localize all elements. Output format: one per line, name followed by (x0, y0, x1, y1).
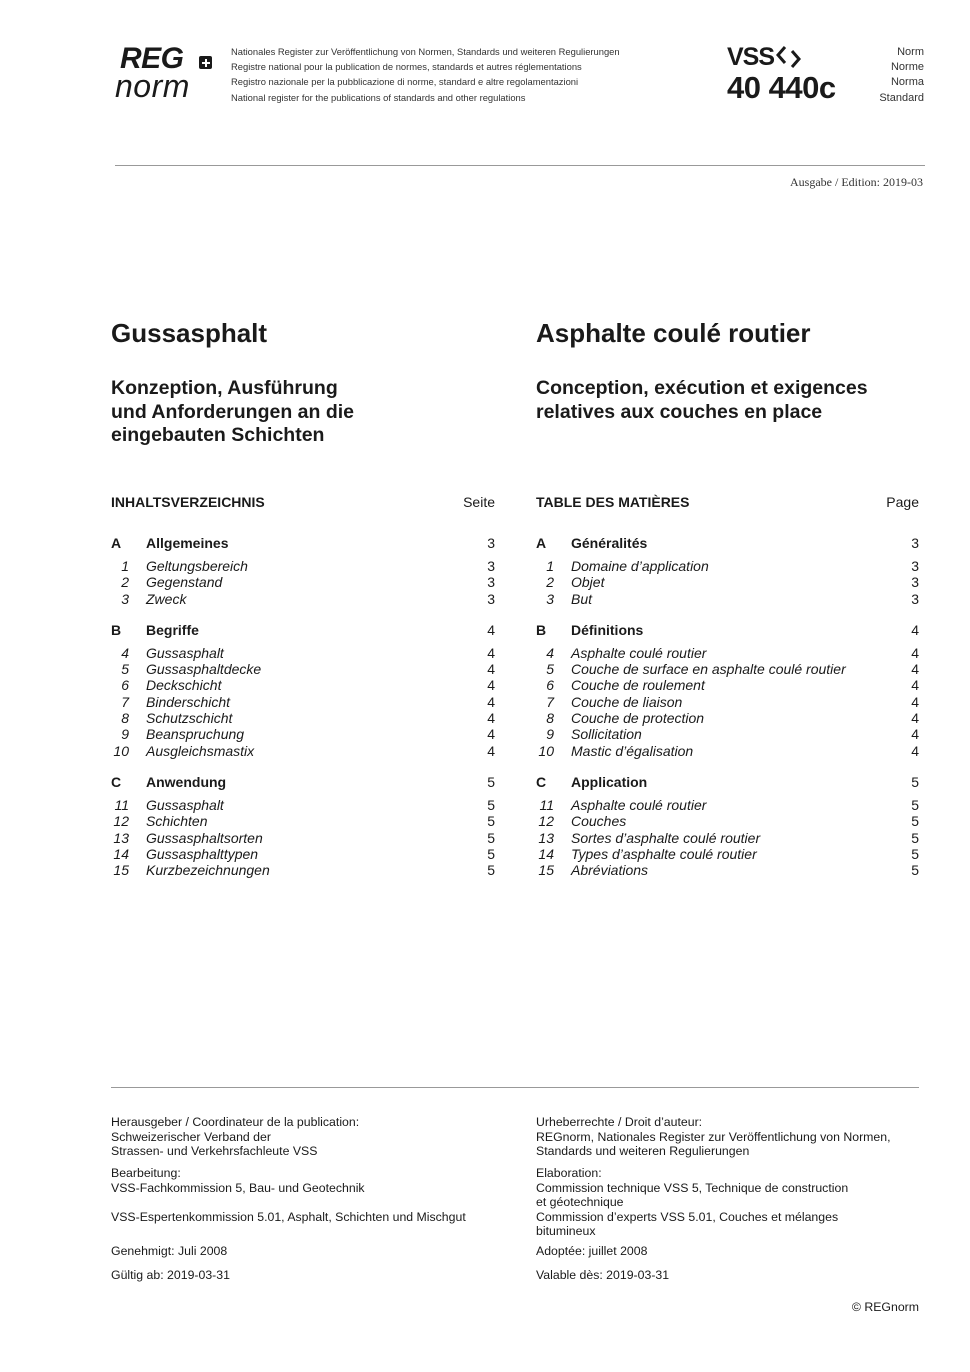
toc-section-row[interactable] (111, 534, 495, 552)
toc-item[interactable] (111, 661, 495, 677)
toc-item-page: 4 (487, 661, 495, 678)
valid-from-date: Gültig ab: 2019-03-31 (111, 1268, 230, 1282)
toc-item-name: But (571, 590, 593, 607)
logo-norm-text: norm (115, 68, 190, 104)
vss-logo-text: VSS (727, 43, 775, 71)
toc-section-letter: C (111, 773, 122, 790)
toc-item-name: Binderschicht (146, 693, 231, 710)
toc-item-name: Gussasphalt (146, 796, 224, 813)
toc-item-name: Geltungsbereich (146, 558, 248, 574)
toc-section-letter: A (111, 535, 122, 551)
elaboration-line: Commission d’experts VSS 5.01, Couches et mélanges (536, 1209, 839, 1224)
toc-item-list (536, 645, 919, 759)
toc-page-label: Page (886, 494, 919, 510)
toc-item-page: 4 (911, 710, 919, 727)
toc-item[interactable] (111, 797, 495, 813)
toc-item-name: Schutzschicht (146, 710, 233, 727)
register-line-en: National register for the publications of standards and other regulations (231, 91, 526, 103)
subtitle-fr (536, 377, 868, 424)
toc-item-page: 5 (487, 813, 495, 830)
toc-item-name: Gegenstand (146, 574, 223, 591)
toc-item-page: 4 (911, 677, 919, 694)
toc-section-name: Définitions (571, 621, 644, 638)
toc-section-page: 4 (911, 621, 919, 638)
toc-item[interactable] (536, 591, 919, 607)
toc-heading-row (536, 493, 919, 511)
toc-section-page: 3 (911, 535, 919, 551)
document-type-list (879, 45, 924, 106)
toc-item[interactable] (111, 862, 495, 878)
header-divider (115, 165, 925, 166)
toc-item[interactable] (536, 743, 919, 759)
title-de: Gussasphalt (111, 318, 268, 348)
toc-item-list (111, 645, 495, 759)
toc-item-name: Sollicitation (571, 726, 642, 743)
toc-item[interactable] (111, 574, 495, 590)
toc-item-name: Couche de protection (571, 710, 705, 727)
toc-fr (536, 493, 919, 878)
toc-item[interactable] (536, 797, 919, 813)
toc-item-name: Deckschicht (146, 677, 222, 694)
approved-date: Genehmigt: Juli 2008 (111, 1244, 228, 1258)
subtitle-de-line: Konzeption, Ausführung (111, 377, 338, 399)
adopted-date: Adoptée: juillet 2008 (536, 1244, 648, 1258)
toc-item-list (536, 797, 919, 878)
valid-from-date-fr: Valable dès: 2019-03-31 (536, 1268, 670, 1282)
toc-item-number: 13 (538, 829, 554, 846)
toc-item-list (111, 797, 495, 878)
toc-item-page: 4 (487, 677, 495, 694)
toc-section-name: Généralités (571, 535, 648, 551)
toc-item-name: Couche de roulement (571, 677, 705, 694)
toc-item-page: 5 (911, 796, 919, 813)
toc-item-number: 6 (121, 677, 129, 694)
doc-type-en: Standard (879, 91, 924, 104)
toc-section-page: 5 (487, 773, 495, 790)
toc-section-page: 4 (487, 621, 495, 638)
toc-section (536, 534, 919, 607)
regnorm-logo (115, 44, 215, 104)
toc-item-number: 11 (114, 796, 129, 813)
toc-item[interactable] (536, 862, 919, 878)
toc-item-list (111, 558, 495, 607)
toc-item-name: Couches (571, 813, 627, 830)
toc-heading: TABLE DES MATIÈRES (536, 494, 690, 510)
toc-item[interactable] (536, 710, 919, 726)
editing-block (111, 1166, 365, 1195)
toc-item-page: 3 (911, 590, 919, 607)
toc-item-number: 6 (546, 677, 554, 694)
toc-item-number: 15 (113, 862, 129, 879)
toc-item-number: 2 (546, 574, 554, 591)
toc-section-letter: C (536, 773, 547, 790)
copyright-line: Urheberrechte / Droit d’auteur: (536, 1115, 703, 1129)
toc-item-name: Gussasphalt (146, 644, 224, 661)
editing-line: Bearbeitung: (111, 1166, 181, 1180)
toc-section-name: Begriffe (146, 621, 199, 638)
toc-item-page: 5 (487, 829, 495, 846)
footer-divider (111, 1087, 919, 1088)
toc-section-row[interactable] (111, 773, 495, 791)
toc-item[interactable] (536, 677, 919, 693)
toc-item-page: 4 (487, 742, 495, 759)
doc-type-it: Norma (890, 76, 924, 89)
toc-item-number: 14 (538, 845, 554, 862)
toc-item-number: 1 (546, 558, 554, 574)
toc-section (536, 773, 919, 878)
elaboration-line: et géotechnique (536, 1195, 624, 1209)
toc-item[interactable] (536, 830, 919, 846)
toc-section-name: Allgemeines (146, 535, 229, 551)
toc-item-page: 5 (487, 862, 495, 879)
toc-item-number: 11 (539, 796, 554, 813)
toc-page-label: Seite (463, 494, 495, 510)
toc-item-name: Gussasphaltdecke (146, 661, 262, 678)
toc-item-name: Objet (571, 574, 605, 591)
elaboration-block (536, 1166, 848, 1239)
publisher-block (111, 1115, 359, 1159)
toc-item-number: 9 (121, 726, 129, 743)
norm-number: 40 440c (727, 70, 836, 105)
toc-item-list (536, 558, 919, 607)
copyright-block (536, 1115, 891, 1159)
publisher-line: Schweizerischer Verband der (111, 1129, 271, 1144)
toc-section-row[interactable] (536, 621, 919, 639)
toc-item[interactable] (111, 813, 495, 829)
toc-item-page: 4 (911, 644, 919, 661)
toc-item-name: Zweck (146, 590, 187, 607)
toc-item-page: 5 (911, 813, 919, 830)
publisher-line: Herausgeber / Coordinateur de la publication: (111, 1115, 360, 1129)
toc-section (536, 621, 919, 759)
expert-commission: VSS-Espertenkommission 5.01, Asphalt, Schichten und Mischgut (111, 1210, 466, 1224)
toc-item[interactable] (536, 846, 919, 862)
toc-item-page: 4 (487, 693, 495, 710)
toc-item-page: 4 (911, 742, 919, 759)
toc-item-name: Gussasphalttypen (146, 845, 259, 862)
toc-item[interactable] (111, 558, 495, 574)
publisher-line: Strassen- und Verkehrsfachleute VSS (111, 1144, 318, 1158)
toc-section-row[interactable] (536, 773, 919, 791)
toc-section-letter: B (111, 621, 122, 638)
toc-item-name: Types d’asphalte coulé routier (571, 845, 757, 862)
toc-item-name: Couche de liaison (571, 693, 683, 710)
toc-item[interactable] (536, 645, 919, 661)
toc-item-page: 4 (911, 726, 919, 743)
toc-item-number: 5 (546, 661, 554, 678)
toc-section-letter: B (536, 621, 547, 638)
toc-section-page: 3 (487, 535, 495, 551)
toc-item-number: 13 (113, 829, 129, 846)
register-line-de: Nationales Register zur Veröffentlichung von Normen, Standards und weiteren Regulierungen (231, 46, 620, 57)
toc-item-page: 5 (487, 845, 495, 862)
editing-line: VSS-Fachkommission 5, Bau- und Geotechnik (111, 1180, 365, 1195)
toc-item-page: 5 (911, 845, 919, 862)
toc-heading: INHALTSVERZEICHNIS (111, 494, 265, 510)
toc-item-page: 5 (911, 829, 919, 846)
toc-item-name: Sortes d’asphalte coulé routier (571, 829, 761, 846)
toc-item-page: 4 (487, 726, 495, 743)
doc-type-fr: Norme (890, 61, 924, 74)
toc-item-name: Mastic d’égalisation (571, 742, 694, 759)
toc-section-row[interactable] (536, 534, 919, 552)
toc-item-page: 4 (487, 644, 495, 661)
toc-item-name: Ausgleichsmastix (146, 742, 255, 759)
toc-item[interactable] (111, 830, 495, 846)
toc-item-number: 3 (546, 590, 554, 607)
copyright-line: Standards und weiteren Regulierungen (536, 1144, 750, 1158)
swiss-cross-icon (199, 56, 212, 69)
toc-item-number: 8 (121, 710, 129, 727)
toc-item-number: 12 (113, 813, 129, 830)
toc-item[interactable] (111, 677, 495, 693)
toc-item-name: Beanspruchung (146, 726, 245, 743)
toc-item[interactable] (111, 694, 495, 710)
toc-section-name: Anwendung (146, 773, 227, 790)
toc-item[interactable] (536, 661, 919, 677)
subtitle-de-line: und Anforderungen an die (111, 400, 355, 423)
toc-item-number: 8 (546, 710, 554, 727)
toc-item[interactable] (536, 694, 919, 710)
copyright-line: REGnorm, Nationales Register zur Veröffentlichung von Normen, (536, 1129, 891, 1144)
toc-item-number: 10 (538, 742, 554, 759)
toc-heading-row (111, 493, 495, 511)
toc-item-page: 4 (911, 693, 919, 710)
toc-item[interactable] (111, 743, 495, 759)
toc-item[interactable] (111, 710, 495, 726)
toc-item-page: 3 (911, 574, 919, 591)
toc-item-page: 4 (487, 710, 495, 727)
register-line-fr: Registre national pour la publication de normes, standards et autres réglementations (231, 61, 582, 73)
toc-item-page: 4 (911, 661, 919, 678)
vss-chevrons-icon (776, 45, 804, 69)
toc-item[interactable] (111, 726, 495, 742)
toc-item-page: 3 (487, 558, 495, 574)
toc-section-name: Application (571, 773, 648, 790)
toc-item[interactable] (536, 726, 919, 742)
toc-item-number: 4 (546, 644, 554, 661)
title-fr: Asphalte coulé routier (536, 318, 811, 348)
toc-item-page: 3 (911, 558, 919, 574)
toc-item-name: Asphalte coulé routier (571, 644, 707, 661)
toc-item-name: Schichten (146, 813, 208, 830)
toc-item-number: 7 (546, 693, 554, 710)
toc-item-number: 7 (121, 693, 129, 710)
edition-date: Ausgabe / Edition: 2019-03 (790, 175, 923, 189)
toc-item-number: 9 (546, 726, 554, 743)
copyright-notice: © REGnorm (851, 1300, 919, 1314)
register-description (231, 44, 620, 105)
toc-section (111, 621, 495, 759)
elaboration-line: Elaboration: (536, 1166, 602, 1180)
toc-section (111, 773, 495, 878)
toc-section-page: 5 (911, 773, 919, 790)
vss-logo (727, 43, 847, 71)
elaboration-line: bitumineux (536, 1224, 596, 1238)
toc-item-name: Abréviations (571, 862, 649, 879)
toc-item-page: 3 (487, 574, 495, 591)
toc-item-page: 3 (487, 590, 495, 607)
toc-item-page: 5 (911, 862, 919, 879)
toc-item[interactable] (536, 813, 919, 829)
toc-item-name: Kurzbezeichnungen (146, 862, 270, 879)
toc-item-name: Gussasphaltsorten (146, 829, 263, 846)
subtitle-fr-line: Conception, exécution et exigences (536, 377, 868, 399)
doc-type-de: Norm (897, 46, 924, 58)
toc-de (111, 493, 495, 878)
subtitle-de-line: eingebauten Schichten (111, 424, 325, 446)
toc-item-number: 14 (113, 845, 129, 862)
toc-item[interactable] (111, 846, 495, 862)
toc-item-number: 15 (538, 862, 554, 879)
toc-item-number: 4 (121, 644, 129, 661)
register-line-it: Registro nazionale per la pubblicazione di norme, standard e altre regolamentazioni (231, 76, 579, 88)
subtitle-de (111, 377, 354, 448)
elaboration-line: Commission technique VSS 5, Technique de construction (536, 1180, 849, 1195)
toc-section-row[interactable] (111, 621, 495, 639)
toc-item-name: Domaine d’application (571, 558, 709, 574)
toc-item[interactable] (111, 645, 495, 661)
toc-item-number: 5 (121, 661, 129, 678)
toc-item[interactable] (536, 574, 919, 590)
toc-item[interactable] (536, 558, 919, 574)
toc-item-number: 3 (121, 590, 129, 607)
toc-item-name: Couche de surface en asphalte coulé routier (571, 661, 846, 678)
toc-item-number: 1 (121, 558, 129, 574)
vss-norm-id (727, 43, 847, 105)
toc-item-number: 12 (538, 813, 554, 830)
toc-section-letter: A (536, 535, 547, 551)
toc-section (111, 534, 495, 607)
toc-item[interactable] (111, 591, 495, 607)
toc-item-page: 5 (487, 796, 495, 813)
subtitle-fr-line: relatives aux couches en place (536, 400, 823, 423)
toc-item-number: 2 (121, 574, 129, 591)
toc-item-name: Asphalte coulé routier (571, 796, 707, 813)
logo-reg-text: REG (120, 42, 184, 75)
toc-item-number: 10 (113, 742, 129, 759)
